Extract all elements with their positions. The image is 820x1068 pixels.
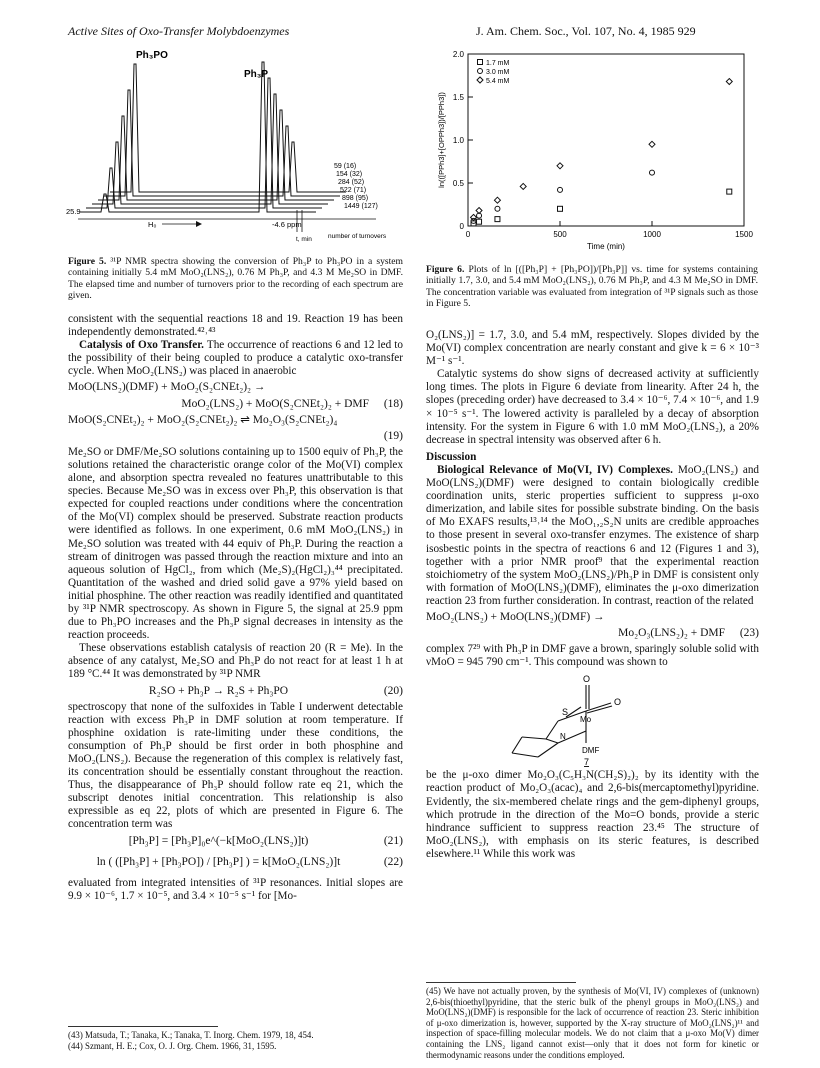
paragraph: spectroscopy that none of the sulfoxides in Table I underwent detectable reaction with excess Ph₃P in DMF solution at room temperature. If phosphine oxidation is rate-limiting under these conditions, the consumption of Ph₃P should be first order in both phosphine and MoO₂(LNS₂). Because the regeneration of this complex is relatively fast, its concentration should be essentially constant throughout the reaction. Thus, the disappearance of Ph₃P should follow rate eq 21, which the subscript denotes initial concentration. This relationship is also expressible as eq 22, plots of which are presented in Figure 6. The concentration term was [68,700,403,831]
data-point [649,141,655,147]
paragraph: be the μ-oxo dimer Mo₂O₃(C₅H₃N(CH₂S)₂)₂ by its identity with the reaction product of Mo₂O₃(acac)₄ and 2,6-bis(mercaptomethyl)pyridine. Evidently, the six-membered chelate rings and the gem-diphenyl groups, which protrude in the direction of the Mo=O bonds, provide a steric hindrance sufficient to suppress reaction 23.⁴⁵ The structure of MoO₂(LNS₂), with emphasis on its steric features, is described elsewhere.¹¹ While this work was [426,769,759,860]
data-point [495,206,500,211]
figure-5-nmr-spectra [66,44,402,258]
figure-5-caption: Figure 5. ³¹P NMR spectra showing the conversion of Ph₃P to Ph₃PO in a system containing initially 5.4 mM MoO₂(LNS₂), 0.76 M Ph₃P, and 4.3 M Me₂SO in DMF. The elapsed time and number of turnovers prior to the recording of each spectrum are given. [68,256,403,302]
section-heading-discussion: Discussion [426,450,477,463]
compound-number: 7 [584,757,590,768]
plot-frame [468,54,744,226]
time-note: t, min [296,236,312,243]
data-point [495,217,500,222]
ppm-label-right: -4.6 ppm [272,220,302,229]
x-tick-label: 1000 [643,230,661,239]
trace-time-label: 898 (95) [342,195,369,202]
figure-6-caption: Figure 6. Plots of ln [([Ph₃P] + [Ph₃PO])/[Ph₃P]] vs. time for systems containing initially 1.7, 3.0, and 5.4 mM MoO₂(LNS₂), 0.76 M Ph₃P, and 4.3 M Me₂SO in DMF. The concentration variable was evaluated from integration of ³¹P signals such as those in Figure 5. [426,264,758,310]
data-point [520,183,526,189]
oxo-atom-2: O [614,697,622,708]
trace-time-label: 154 (32) [336,171,363,178]
equation-19: MoO(S₂CNEt₂)₂ + MoO₂(S₂CNEt₂)₂ ⇌ Mo₂O₃(S₂CNEt₂)₄ [68,413,338,426]
nmr-spectrum-trace [80,62,316,212]
ppm-label-left: 25.9 [66,207,81,216]
legend-marker [477,77,483,83]
paragraph: Biological Relevance of Mo(VI, IV) Complexes. MoO₂(LNS₂) and MoO(LNS₂)(DMF) were designed to contain biologically credible coordination units, steric properties sufficient to suppress μ-oxo dimerization, and labile sites for possible substrate binding. On the basis of Mo EXAFS results,¹³˒¹⁴ the MoO₁,₂S₂N units are credible approaches to those present in several oxo-transfer enzymes. The existence of sharp isosbestic points in the spectra of reactions 6 and 12 (Figures 1 and 3), together with a prior NMR proof⁹ that the experimental reaction stoichiometry of the system MoO₂(LNS₂)/Ph₃P in DMF is consistent only with formation of MoO(LNS₂)(DMF), eliminates the μ-oxo dimerization reaction 23 from further consideration. In contrast, reaction of the related [426,463,760,607]
trace-time-label: 522 (71) [340,187,367,194]
nmr-spectrum-trace [98,110,334,200]
y-tick-label: 2.0 [452,50,464,59]
right-column [426,329,759,861]
equation-21: [Ph₃P] = [Ph₃P]₀e^(−k[MoO₂(LNS₂)]t) (21) [128,834,403,847]
data-point [558,206,563,211]
data-point [727,189,732,194]
h0-arrowhead [196,221,202,227]
dmf-ligand: DMF [582,746,600,756]
y-tick-label: 0.5 [452,179,464,188]
paragraph: complex 7²⁹ with Ph₃P in DMF gave a brown, sparingly soluble solid with νMoO = 945 790 cm⁻¹. This compound was shown to [426,643,759,669]
legend-marker [478,69,483,74]
x-tick-label: 500 [553,230,567,239]
y-axis-label: ln(([PPh3]+[OPPh3])/[PPh3]) [437,92,446,188]
oxo-atom: O [583,674,591,685]
structure-7 [426,671,759,767]
paragraph: Catalytic systems do show signs of decreased activity at sufficiently long times. The plots in Figure 6 deviate from linearity. After 24 h, the slopes (preceding order) have decreased to 3.4 × 10⁻⁶, 7.4 × 10⁻⁶, and 1.9 × 10⁻⁵ s⁻¹. The lowered activity is paralleled by a decay of absorption intensity. For the system in Figure 6 with 1.0 mM MoO₂(LNS₂), a 20% decrease in spectral intensity was observed after 6 h. [426,368,759,446]
footnote-44: (44) Szmant, H. E.; Cox, O. J. Org. Chem. 1966, 31, 1595. [68,1040,277,1051]
ph3po-peak-label: Ph₃PO [136,50,168,61]
nitrogen-atom: N [560,732,566,742]
nmr-spectra-plot [66,44,402,258]
data-point [558,187,563,192]
sulfur-atom: S [562,707,569,718]
equation-23: MoO₂(LNS₂) + MoO(LNS₂)(DMF) → [426,610,605,623]
equation-23-cont: Mo₂O₃(LNS₂)₂ + DMF (23) [618,627,759,640]
footnote-rule [68,1026,218,1027]
paragraph: evaluated from integrated intensities of ³¹P resonances. Initial slopes are 9.9 × 10⁻⁶, 1.7 × 10⁻⁵, and 3.4 × 10⁻⁵ s⁻¹ for [Mo- [68,876,403,902]
footnote-45: (45) We have not actually proven, by the synthesis of Mo(VI, IV) complexes of (unknown) 2,6-bis(thioethyl)pyridine, that the steric bulk of the phenyl groups in MoO₂(LNS₂) and MoO(LNS₂)(DMF) is responsible for the lack of occurrence of reaction 23. Steric inhibition of μ-oxo dimerization is, however, supported by the X-ray structure of MoO₂(LNS₂)¹¹ and inspection of space-filling molecular models. We do not claim that a μ-oxo Mo(V) dimer containing the LNS₂ ligand cannot exist—only that it does not form for kinetic or thermodynamic reasons under the conditions employed. [426,986,759,1060]
x-tick-label: 0 [465,230,471,239]
running-header-title: Active Sites of Oxo-Transfer Molybdoenzymes [68,24,290,38]
footnote-43: (43) Matsuda, T.; Tanaka, K.; Tanaka, T. Inorg. Chem. 1979, 18, 454. [68,1030,314,1040]
left-column [68,313,403,903]
x-tick-label: 1500 [735,230,753,239]
data-point [726,79,732,85]
footnote-rule-right [426,982,576,983]
trace-time-label: 59 (16) [334,163,357,170]
y-tick-label: 1.5 [452,93,464,102]
paragraph: O₂(LNS₂)] = 1.7, 3.0, and 5.4 mM, respectively. Slopes divided by the Mo(VI) complex concentration are nearly constant and give k = 6 × 10⁻³ M⁻¹ s⁻¹. [426,329,759,368]
equation-20: R₂SO + Ph₃P → R₂S + Ph₃PO (20) [148,684,403,697]
y-tick-label: 0 [459,222,464,231]
data-point [477,219,482,224]
legend-label: 5.4 mM [486,78,510,85]
data-point [476,208,482,214]
paragraph: These observations establish catalysis of reaction 20 (R = Me). In the absence of any catalyst, Me₂SO and Ph₃P do not react for at least 1 h at 189 °C.⁴⁴ It was demonstrated by ³¹P NMR [68,642,403,681]
running-header-journal: J. Am. Chem. Soc., Vol. 107, No. 4, 1985 929 [476,24,696,38]
paragraph: Catalysis of Oxo Transfer. The occurrence of reactions 6 and 12 led to the possibility of their being coupled to produce a catalytic oxo-transfer cycle. When MoO₂(LNS₂) was placed in anaerobic [68,339,403,378]
footnotes-left [68,1030,403,1051]
y-tick-label: 1.0 [452,136,464,145]
data-point [494,197,500,203]
equation-19-number: (19) [383,429,403,442]
legend-marker [478,60,483,65]
h0-label: H₀ [148,220,157,229]
nmr-spectrum-trace [110,64,346,192]
nmr-spectrum-trace [104,90,340,196]
turnover-note: number of turnovers [328,233,387,240]
structure-7-drawing [426,671,759,767]
paragraph: consistent with the sequential reactions 18 and 19. Reaction 19 has been independently demonstrated.⁴²˒⁴³ [68,313,403,339]
trace-time-label: 284 (52) [338,179,365,186]
trace-time-label: 1449 (127) [344,203,378,210]
legend-label: 1.7 mM [486,60,510,67]
equation-18-cont: MoO₂(LNS₂) + MoO(S₂CNEt₂)₂ + DMF (18) [181,397,403,410]
ph3p-peak-label: Ph₃P [244,69,269,80]
legend-label: 3.0 mM [486,69,510,76]
paragraph: Me₂SO or DMF/Me₂SO solutions containing up to 1500 equiv of Ph₃P, the solutions retained the characteristic orange color of the Mo(VI) complex alone, and absorption spectra revealed no features unattributable to this species. Because Me₂SO was in excess over Ph₃P, this observation is that expected for coupled reactions under conditions where the concentration of the Mo(VI) complex should be preserved. Substrate reaction products were identified as follows. In one experiment, 0.6 mM MoO₂(LNS₂) in Me₂SO solution was treated with 44 equiv of Ph₃P. During the reaction a stream of dinitrogen was passed through the reaction mixture and into an aqueous solution of HgCl₂, from which (Me₂S)₂(HgCl₂)₃⁴⁴ precipitated. Quantitation of the washed and dried solid gave a 97% yield based on initial phosphine. The other reaction was readily identified and quantitated by ³¹P NMR spectroscopy. As shown in Figure 5, the signal at 25.9 ppm due to Ph₃PO increases and the Ph₃P signal decreases in intensity as the reaction proceeds. [68,445,403,642]
equation-18: MoO(LNS₂)(DMF) + MoO₂(S₂CNEt₂)₂ → [68,381,266,394]
equation-22: ln ( ([Ph₃P] + [Ph₃PO]) / [Ph₃P] ) = k[MoO₂(LNS₂)]t (22) [96,855,403,868]
figure-6-plot [432,44,762,258]
data-point [650,170,655,175]
x-axis-label: Time (min) [587,242,625,251]
data-point [557,163,563,169]
figure-6-scatter-chart [432,44,762,258]
molybdenum-atom: Mo [580,715,592,725]
